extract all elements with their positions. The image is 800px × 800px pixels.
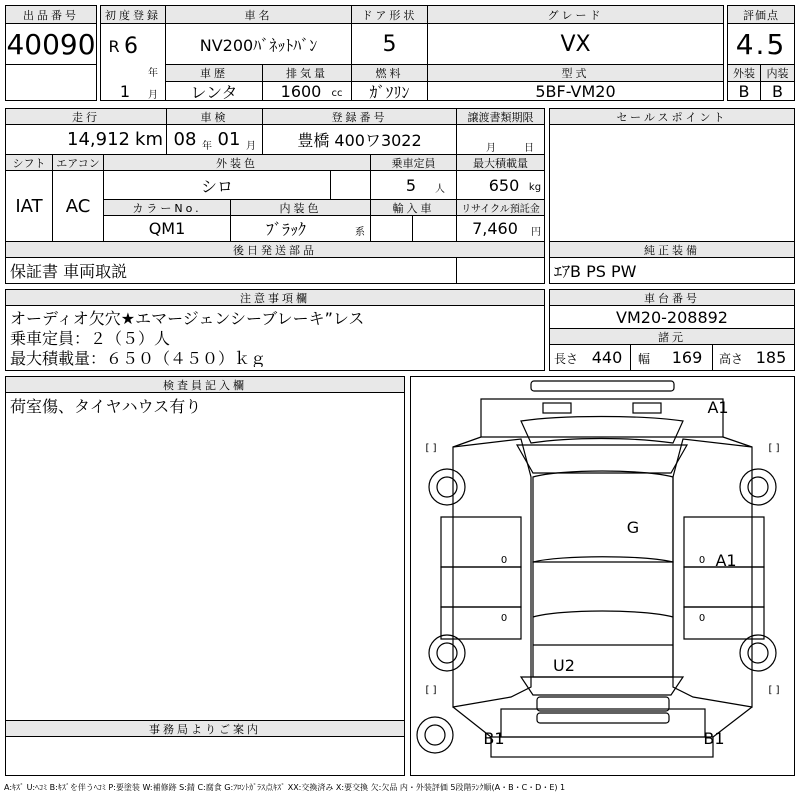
inspection-month-unit: 月	[246, 140, 256, 151]
max-load: 650	[488, 175, 520, 195]
displacement-label: 排気量	[263, 65, 351, 81]
score-label: 評価点	[728, 6, 794, 23]
first-reg-year: 6	[124, 33, 138, 59]
equipment: ｴｱB PS PW	[554, 262, 637, 281]
later-parts: 保証書 車両取説	[10, 262, 128, 281]
displacement-unit: cc	[331, 87, 343, 99]
exterior-color: シロ	[200, 176, 233, 196]
car-name-label: 車名	[166, 6, 351, 23]
zero-right-upper: 0	[698, 554, 706, 566]
interior-color-unit: 系	[355, 226, 365, 237]
recycle-fee: 7,460	[472, 219, 518, 238]
sales-point-label: セールスポイント	[550, 109, 794, 124]
note-line-3: 最大積載量：６５０（４５０）ｋｇ	[10, 348, 267, 367]
ac-label: エアコン	[53, 155, 103, 170]
notes-box	[5, 289, 545, 371]
exterior-label: 外装	[728, 65, 760, 81]
damage-mark-front: A1	[707, 397, 729, 417]
max-load-label: 最大積載量	[457, 155, 544, 170]
damage-mark-side: A1	[715, 550, 737, 570]
recycle-fee-unit: 円	[531, 226, 541, 237]
capacity-label: 乗車定員	[371, 155, 456, 170]
inspection-year-unit: 年	[202, 140, 212, 151]
fuel: ｶﾞｿﾘﾝ	[369, 82, 410, 100]
lot-number: 40090	[6, 27, 96, 61]
model-code: 5BF-VM20	[535, 82, 616, 100]
note-line-2: 乗車定員：２（５）人	[10, 328, 171, 347]
fuel-label: 燃料	[352, 65, 427, 81]
chassis-label: 車台番号	[550, 290, 794, 305]
height-value: 185	[755, 347, 787, 367]
score: 4.5	[735, 27, 787, 61]
vehicle-info-box	[100, 5, 724, 101]
first-reg-year-unit: 年	[148, 67, 158, 78]
transfer-label: 譲渡書類期限	[457, 109, 544, 124]
transfer-month-unit: 月	[486, 142, 496, 153]
zero-right-lower: 0	[698, 612, 706, 624]
transfer-day-unit: 日	[524, 142, 534, 153]
grade: VX	[560, 31, 591, 57]
damage-mark-cargo: U2	[553, 655, 575, 675]
chassis-number: VM20-208892	[616, 307, 728, 327]
recycle-label: リサイクル預託金	[457, 200, 544, 215]
dims-label: 諸元	[550, 329, 794, 344]
office-label: 事務局よりご案内	[6, 721, 404, 736]
history-label: 車歴	[166, 65, 262, 81]
capacity: 5	[405, 175, 417, 195]
mileage-label: 走行	[6, 109, 166, 124]
car-diagram	[411, 377, 794, 775]
width-value: 169	[671, 347, 703, 367]
bracket-front-right: [ ]	[768, 442, 780, 454]
first-reg-month: 1	[119, 82, 131, 100]
color-no-label: カラーNo.	[104, 200, 230, 215]
height-label: 高さ	[718, 351, 743, 366]
inspection-label: 車検	[167, 109, 262, 124]
model-label: 型式	[428, 65, 723, 81]
grade-label: グレード	[428, 6, 723, 23]
note-line-1: オーディオ欠穴★エマージェンシーブレーキ”レス	[10, 308, 365, 327]
inspection-year: 08	[173, 129, 197, 150]
legend: A:ｷｽﾞ U:ﾍｺﾐ B:ｷｽﾞを伴うﾍｺﾐ P:要塗装 W:補修跡 S:錆 C:腐食 G:ﾌﾛﾝﾄｶﾞﾗｽ点ｷｽﾞ XX:交換済み X:要交換 欠:欠品 内・外装評価 5段階ﾗﾝｸ順(A・B・C・D・E) 1	[4, 782, 566, 792]
shift-label: シフト	[6, 155, 52, 170]
history: レンタ	[190, 82, 238, 100]
shift: IAT	[15, 195, 43, 217]
import-label: 輸入車	[371, 200, 456, 215]
zero-left-upper: 0	[500, 554, 508, 566]
width-label: 幅	[637, 351, 650, 366]
inspection-month: 01	[217, 129, 241, 150]
bracket-front-left: [ ]	[425, 442, 437, 454]
first-reg-month-unit: 月	[148, 89, 158, 100]
mileage-unit: km	[135, 129, 163, 150]
door-type: 5	[382, 31, 397, 57]
lot-label: 出品番号	[6, 6, 96, 23]
score-box	[727, 5, 795, 101]
mileage: 14,912	[67, 129, 130, 150]
interior-label: 内装	[761, 65, 794, 81]
car-diagram-box	[410, 376, 795, 776]
air-conditioner: AC	[65, 195, 91, 217]
capacity-unit: 人	[435, 183, 445, 195]
chassis-box	[549, 289, 795, 371]
inspector-box	[5, 376, 405, 776]
interior-color: ﾌﾞﾗｯｸ	[265, 220, 306, 239]
zero-left-lower: 0	[500, 612, 508, 624]
length-label: 長さ	[553, 351, 578, 366]
interior-grade: B	[772, 82, 783, 100]
bracket-rear-left: [ ]	[425, 684, 437, 696]
equipment-label: 純正装備	[550, 242, 794, 257]
max-load-unit: kg	[528, 181, 542, 193]
registration-number: 豊橋 400ワ3022	[297, 131, 422, 150]
color-number: QM1	[148, 219, 186, 238]
damage-mark-glass: G	[626, 517, 640, 537]
damage-mark-rear-left: B1	[483, 728, 505, 748]
displacement: 1600	[280, 82, 322, 100]
reg-no-label: 登録番号	[263, 109, 456, 124]
bracket-rear-right: [ ]	[768, 684, 780, 696]
inspector-label: 検査員記入欄	[6, 377, 404, 392]
lot-box	[5, 5, 97, 101]
later-parts-label: 後日発送部品	[6, 242, 544, 257]
inspector-notes: 荷室傷、タイヤハウス有り	[10, 396, 202, 416]
ext-color-label: 外装色	[104, 155, 370, 170]
details-box	[5, 108, 545, 284]
car-name: NV200ﾊﾞﾈｯﾄﾊﾞﾝ	[199, 35, 318, 55]
int-color-label: 内装色	[231, 200, 370, 215]
sales-point-box	[549, 108, 795, 284]
length-value: 440	[591, 347, 623, 367]
exterior-grade: B	[738, 82, 750, 100]
door-label: ドア形状	[352, 6, 427, 23]
notes-label: 注意事項欄	[6, 290, 544, 305]
first-reg-label: 初度登録	[101, 6, 165, 23]
era: R	[108, 36, 120, 56]
damage-mark-rear-right: B1	[703, 728, 725, 748]
